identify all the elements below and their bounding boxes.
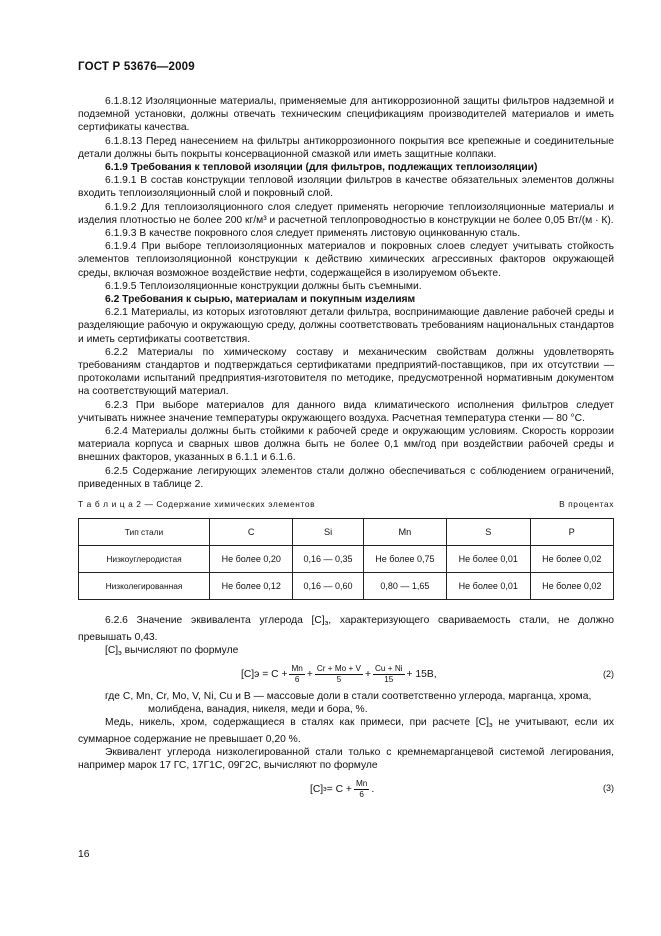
table-cell: Не более 0,12 — [210, 573, 293, 600]
header-steel-type: Тип стали — [79, 519, 210, 546]
formula-3-lhs: [С] — [310, 783, 324, 795]
heading-6-1-9-text: 6.1.9 Требования к тепловой изоляции (для фильтров, подлежащих теплоизоляции) — [105, 162, 538, 174]
paragraph-formula-intro — [78, 644, 614, 660]
fraction-den: 5 — [336, 675, 342, 685]
table-cell: Не более 0,01 — [447, 546, 530, 573]
p15-start: 6.2.6 Значение эквивалента углерода [С] — [105, 615, 325, 627]
paragraph-low-alloy: Эквивалент углерода низколегированной стали только с кремнемарганцевой системой легирования, например марок 17 ГС, 17Г1С, 09Г2С, вычисляют по формуле — [78, 746, 614, 771]
equation-number-3: (3) — [603, 783, 614, 794]
fraction-num: Cu + Ni — [375, 664, 403, 674]
header-si: Si — [293, 519, 363, 546]
equation-number-2: (2) — [603, 668, 614, 679]
table-units: В процентах — [559, 499, 614, 510]
fraction-num: Cr + Mo + V — [316, 664, 361, 674]
chemical-elements-table — [78, 518, 614, 600]
formula-2 — [78, 660, 614, 690]
paragraph-6-2-5: 6.2.5 Содержание легирующих элементов стали должно обеспечиваться с соблюдением ограничений, приведенных в таблице 2. — [78, 465, 614, 490]
document-body — [78, 95, 614, 804]
table-cell: 0,16 — 0,35 — [293, 546, 363, 573]
header-p: P — [530, 519, 614, 546]
paragraph-6-1-9-3: 6.1.9.3 В качестве покровного слоя следует применять листовую оцинкованную сталь. — [105, 228, 521, 240]
fraction-cu-ni — [373, 664, 405, 685]
plus-sign: + — [306, 669, 313, 681]
fraction-mn — [354, 779, 369, 800]
p16-end: вычисляют по формуле — [121, 644, 239, 656]
table-cell: 0,80 — 1,65 — [363, 573, 446, 600]
table-cell: Не более 0,01 — [447, 573, 530, 600]
table-row — [79, 573, 614, 600]
heading-6-2 — [78, 293, 614, 306]
paragraph-6-1-9-5: 6.1.9.5 Теплоизоляционные конструкции должны быть съемными. — [105, 280, 422, 292]
formula-3-lhs-sub: э — [323, 785, 327, 793]
formula-2-expression — [241, 660, 437, 690]
heading-6-1-9 — [78, 161, 614, 174]
paragraph-6-2-2: 6.2.2 Материалы по химическому составу и механическим свойствам должны удовлетворять требованиям стандартов и подтверждаться сертификатами предприятий-поставщиков, при их отсутствии — протоколами испытаний предприятия-изготовителя по методике, предусмотренной нормативным документом на соответствующий материал. — [78, 346, 614, 398]
paragraph-6-2-1: 6.2.1 Материалы, из которых изготовляют детали фильтра, воспринимающие давление рабочей среды и разделяющие рабочую и окружающую среду, должны соответствовать требованиям национальных стандартов и иметь сертификаты соответствия. — [78, 307, 614, 345]
table-cell: Не более 0,02 — [530, 546, 614, 573]
table-cell: Низкоуглеродистая — [79, 546, 210, 573]
table-cell: Не более 0,75 — [363, 546, 446, 573]
document-header: ГОСТ Р 53676—2009 — [78, 61, 195, 73]
formula-3-tail: . — [371, 783, 375, 795]
table-cell: Не более 0,02 — [530, 573, 614, 600]
paragraph-6-2-4: 6.2.4 Материалы должны быть стойкими к рабочей среде и окружающим условиям. Скорость коррозии материала корпуса и сварных швов должна быть не более 0,1 мм/год при воздействии рабочей среды и внешних факторов, указанных в 6.1.1 и 6.1.6. — [78, 426, 614, 464]
fraction-den: 6 — [294, 675, 300, 685]
p18-start: Медь, никель, хром, содержащиеся в сталях как примеси, при расчете [С] — [105, 717, 489, 729]
fraction-den: 15 — [384, 675, 394, 685]
header-c: C — [210, 519, 293, 546]
table-header-row — [79, 519, 614, 546]
plus-sign: + — [365, 669, 372, 681]
fraction-den: 6 — [359, 789, 364, 799]
paragraph-6-1-8-13: 6.1.8.13 Перед нанесением на фильтры антикоррозионного покрытия все крепежные и соединительные детали должны быть покрыты консервационной смазкой или иметь защитные колпаки. — [78, 135, 614, 160]
table-cell: Низколегированная — [79, 573, 210, 600]
table-cell: 0,16 — 0,60 — [293, 573, 363, 600]
heading-6-2-text: 6.2 Требования к сырью, материалам и покупным изделиям — [105, 294, 416, 306]
fraction-num: Mn — [355, 778, 368, 788]
formula-2-tail: + 15B, — [406, 669, 437, 681]
paragraph-6-1-9-1: 6.1.9.1 В состав конструкции тепловой изоляции фильтров в качестве обязательных элементов должны входить теплоизоляционный слой и покровный слой. — [78, 175, 614, 200]
table-row — [79, 546, 614, 573]
p15-end: , характеризующего свариваемость стали, не должно превышать 0,43. — [78, 615, 614, 643]
p16-start: [С] — [105, 644, 119, 656]
paragraph-6-1-9-4: 6.1.9.4 При выборе теплоизоляционных материалов и покровных слоев следует учитывать стойкость элементов теплоизоляционной конструкции к действию химических агрессивных факторов окружающей среды, включая возможное воздействие нефти, содержащейся в изолируемом объекте. — [78, 241, 614, 279]
header-s: S — [447, 519, 530, 546]
paragraph-6-1-9-2: 6.1.9.2 Для теплоизоляционного слоя следует применять негорючие теплоизоляционные материалы и изделия плотностью не более 200 кг/м³ и расчетной теплопроводностью в конструкции не более 0,05 Вт/(м · К). — [78, 201, 614, 226]
formula-3-mid: = С + — [326, 783, 352, 795]
paragraph-6-2-3: 6.2.3 При выборе материалов для данного вида климатического исполнения фильтров следует учитывать нижнее значение температуры окружающего воздуха. Расчетная температура стенки — 80 °С. — [78, 399, 614, 424]
p15-sub: э — [324, 620, 329, 628]
paragraph-where-cont: молибдена, ванадия, никеля, меди и бора, %. — [148, 704, 368, 716]
page-number: 16 — [78, 849, 90, 860]
paragraph-6-2-6 — [78, 614, 614, 643]
fraction-num: Mn — [291, 664, 303, 674]
formula-2-lhs: [C]э = C + — [241, 669, 288, 681]
table-caption-row — [78, 498, 614, 511]
table-cell: Не более 0,20 — [210, 546, 293, 573]
paragraph-where: где С, Mn, Cr, Mo, V, Ni, Cu и В — массовые доли в стали соответственно углерода, марганца, хрома, — [105, 690, 592, 702]
fraction-mn — [289, 664, 304, 685]
table-caption: Т а б л и ц а 2 — Содержание химических элементов — [78, 499, 316, 510]
paragraph-6-1-8-12: 6.1.8.12 Изоляционные материалы, применяемые для антикоррозионной защиты фильтров надземной и подземной установки, должны отвечать техническим спецификациям производителей материалов и иметь сертификаты качества. — [78, 96, 614, 134]
header-mn: Mn — [363, 519, 446, 546]
p16-sub: э — [118, 649, 122, 657]
fraction-cr-mo-v — [315, 664, 363, 685]
p18-sub: э — [488, 722, 493, 730]
paragraph-impurities — [78, 716, 614, 745]
formula-3-expression — [310, 774, 374, 804]
p18-end: не учитывают, если их суммарное содержание не превышает 0,20 %. — [78, 717, 614, 745]
formula-3 — [78, 774, 614, 804]
